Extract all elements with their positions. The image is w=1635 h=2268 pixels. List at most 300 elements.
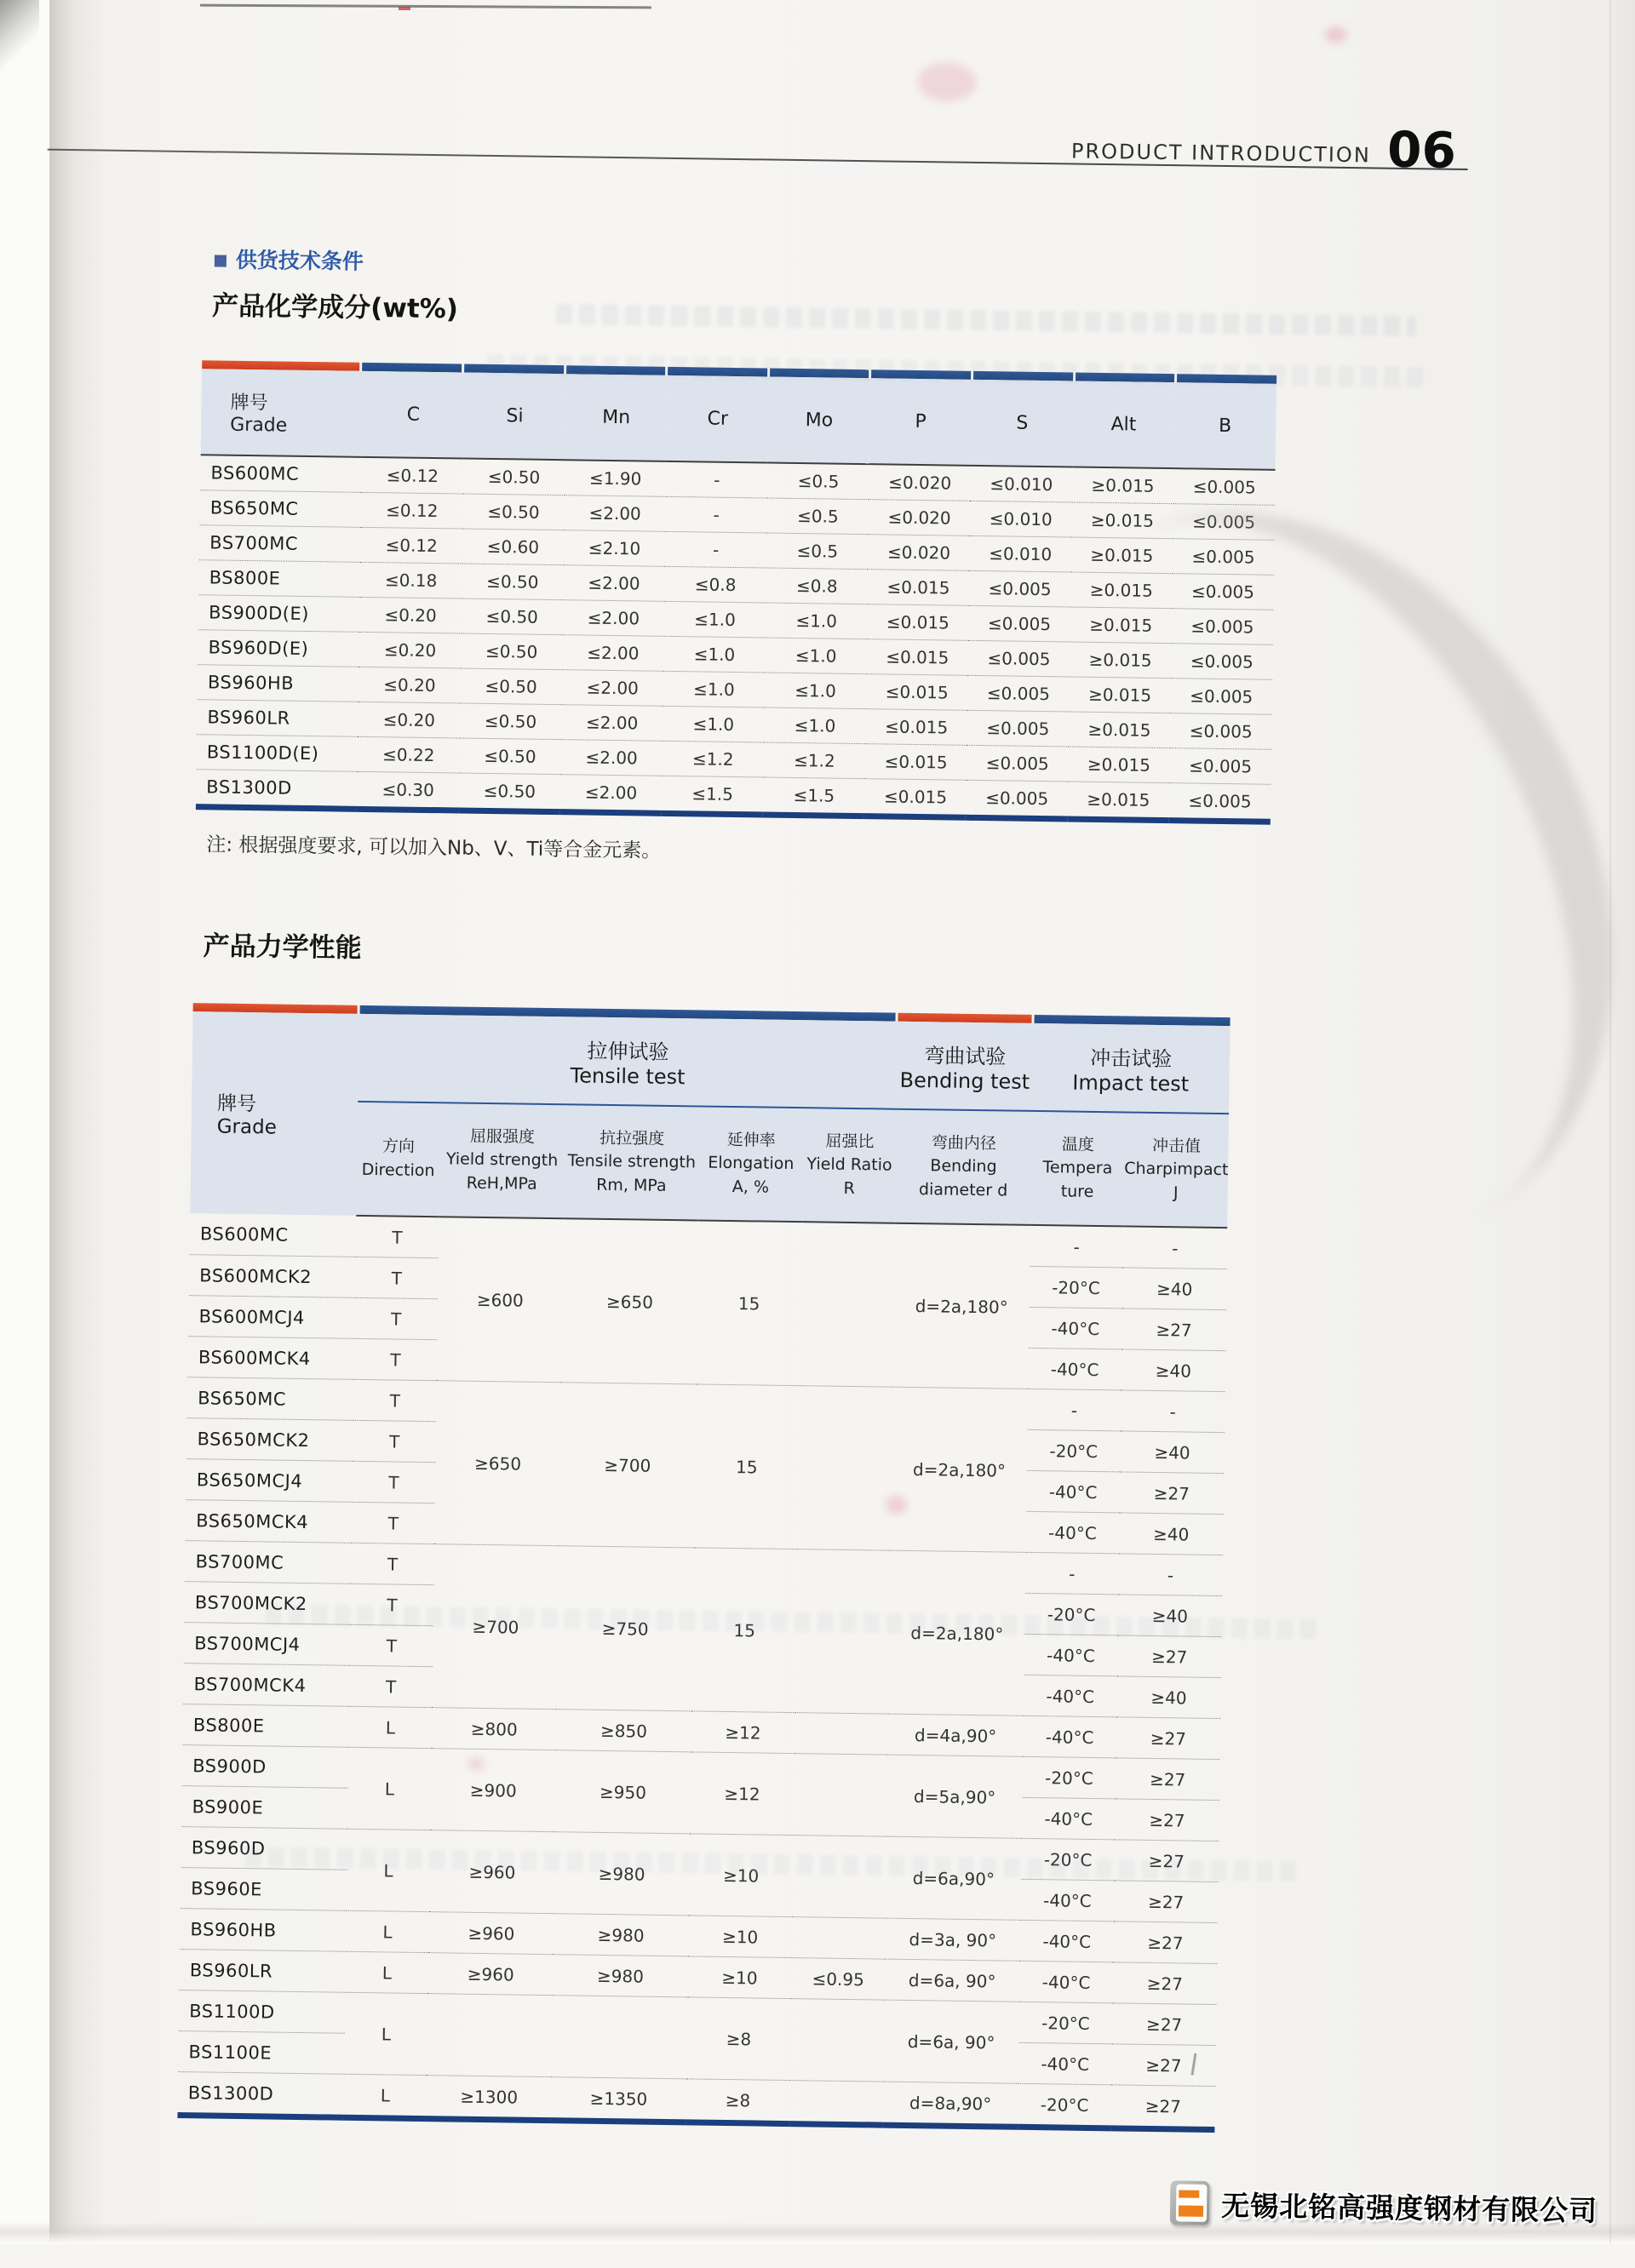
- direction-cell: L: [343, 2074, 427, 2118]
- value-cell: ≤0.22: [358, 736, 460, 773]
- grade-cell: BS700MC: [199, 525, 361, 563]
- value-cell: ≥0.015: [1068, 747, 1170, 783]
- direction-cell: T: [354, 1297, 438, 1339]
- subheader-line: Rm, MPa: [564, 1173, 699, 1199]
- yield-strength-cell: ≥900: [430, 1749, 555, 1832]
- yield-strength-cell: ≥1300: [427, 2076, 552, 2121]
- value-cell: ≤0.005: [1169, 783, 1271, 822]
- tensile-strength-cell: ≥850: [556, 1710, 691, 1752]
- grade-cell: BS960LR: [197, 700, 359, 737]
- bending-diameter-cell: d=6a, 90°: [883, 2000, 1019, 2083]
- yield-strength-cell: ≥960: [429, 1830, 554, 1914]
- tensile-strength-cell: ≥980: [554, 1914, 689, 1956]
- value-cell: ≥0.015: [1070, 572, 1173, 609]
- value-cell: ≤0.005: [1172, 574, 1274, 610]
- direction-cell: T: [353, 1338, 437, 1380]
- grade-cell: BS800E: [183, 1704, 350, 1748]
- value-cell: ≥0.015: [1072, 467, 1174, 504]
- value-cell: ≥0.015: [1070, 642, 1172, 679]
- value-cell: ≤0.020: [868, 535, 970, 571]
- value-cell: ≤1.0: [664, 601, 766, 638]
- subheader-line: J: [1124, 1181, 1228, 1206]
- value-cell: ≤0.015: [864, 779, 967, 818]
- grade-cell: BS700MCK2: [185, 1582, 352, 1625]
- bending-diameter-cell: d=8a,90°: [883, 2082, 1018, 2127]
- grade-cell: BS900D(E): [198, 595, 360, 633]
- subheader-line: 方向: [357, 1135, 440, 1160]
- chem-element-header: S: [971, 380, 1074, 467]
- direction-cell: L: [347, 1829, 431, 1911]
- section-heading-label: 供货技术条件: [236, 248, 364, 274]
- bending-diameter-cell: d=2a,180°: [891, 1387, 1028, 1552]
- value-cell: ≤2.00: [564, 495, 666, 532]
- direction-cell: T: [350, 1624, 433, 1666]
- impact-value-cell: ≥27: [1115, 1840, 1219, 1882]
- value-cell: ≤0.020: [869, 500, 971, 536]
- elongation-cell: 15: [696, 1220, 801, 1385]
- subheader-line: ReH,MPa: [439, 1171, 565, 1197]
- grade-cell: BS600MC: [200, 455, 362, 492]
- tensile-strength-cell: ≥750: [557, 1546, 694, 1711]
- value-cell: ≤0.30: [357, 771, 459, 810]
- value-cell: ≤0.005: [968, 605, 1070, 642]
- chem-element-header: P: [869, 378, 972, 466]
- subheader-line: Charpimpact: [1124, 1158, 1228, 1183]
- logo-orange-bar: [1179, 2190, 1199, 2197]
- temperature-cell: -: [1025, 1552, 1119, 1595]
- mech-table-wrap: [177, 1011, 1230, 2133]
- value-cell: ≤0.50: [462, 564, 564, 600]
- value-cell: ≤0.005: [967, 745, 1069, 782]
- subheader-line: 抗拉强度: [565, 1126, 700, 1152]
- impact-value-cell: ≥40: [1120, 1431, 1225, 1474]
- direction-cell: T: [352, 1461, 435, 1503]
- elongation-cell: ≥8: [686, 2079, 789, 2124]
- elongation-cell: ≥10: [689, 1834, 794, 1917]
- pink-smudge: [885, 1496, 907, 1515]
- bending-diameter-cell: d=6a, 90°: [885, 1959, 1020, 2002]
- grade-cell: BS1300D: [177, 2072, 344, 2118]
- subheader-line: diameter d: [896, 1177, 1031, 1203]
- subheader-line: 屈服强度: [440, 1125, 565, 1150]
- section-cn: 冲击试验: [1032, 1040, 1230, 1072]
- tensile-strength-cell: ≥950: [555, 1750, 691, 1834]
- direction-cell: T: [355, 1216, 439, 1258]
- section-cn: 拉伸试验: [359, 1030, 898, 1068]
- impact-value-cell: ≥40: [1122, 1349, 1226, 1392]
- value-cell: ≤0.50: [460, 668, 562, 705]
- value-cell: ≤0.005: [1171, 609, 1273, 645]
- temperature-cell: -40°C: [1022, 1797, 1116, 1840]
- yield-ratio-cell: [797, 1386, 892, 1551]
- direction-cell: L: [346, 1910, 429, 1952]
- value-cell: ≤2.00: [561, 670, 663, 707]
- subheader-line: Tempera: [1030, 1156, 1124, 1181]
- bending-diameter-cell: d=2a,180°: [888, 1550, 1025, 1715]
- subheader-line: 延伸率: [699, 1128, 803, 1153]
- temperature-cell: -40°C: [1029, 1307, 1122, 1349]
- direction-cell: T: [353, 1379, 437, 1421]
- chem-header-row: [201, 369, 1276, 470]
- impact-value-cell: ≥27: [1114, 1881, 1219, 1923]
- elongation-cell: ≥10: [687, 1956, 791, 1999]
- mech-subheader-cell: [564, 1104, 700, 1220]
- value-cell: ≤2.00: [563, 600, 665, 637]
- value-cell: ≤0.005: [1170, 713, 1272, 750]
- value-cell: ≤0.015: [866, 639, 968, 676]
- temperature-cell: -20°C: [1018, 2083, 1111, 2128]
- yield-ratio-cell: [792, 1836, 886, 1919]
- value-cell: ≤0.010: [970, 501, 1072, 537]
- value-cell: ≤0.12: [361, 457, 463, 494]
- chem-grade-header: [201, 369, 364, 457]
- value-cell: ≤1.90: [565, 460, 667, 496]
- grade-cell: BS960D(E): [198, 630, 359, 667]
- grade-cell: BS700MCK4: [183, 1664, 350, 1707]
- value-cell: ≤0.60: [462, 529, 565, 565]
- impact-value-cell: ≥27: [1113, 1962, 1218, 2005]
- company-name: 无锡北铭高强度钢材有限公司: [1221, 2184, 1598, 2229]
- mech-subheader-cell: [1030, 1111, 1125, 1227]
- mech-grade-header: [190, 1011, 359, 1216]
- tensile-test-section-header: [358, 1014, 898, 1109]
- yield-strength-cell: ≥960: [428, 1953, 554, 1996]
- logo-orange-bar: [1179, 2205, 1203, 2216]
- temperature-cell: -40°C: [1019, 1961, 1113, 2003]
- grade-header-en: Grade: [230, 415, 363, 438]
- yield-ratio-cell: [800, 1222, 895, 1387]
- grade-cell: BS700MCJ4: [184, 1623, 351, 1666]
- tensile-strength-cell: ≥700: [559, 1383, 696, 1548]
- subheader-line: A, %: [698, 1175, 802, 1200]
- temperature-cell: -: [1027, 1389, 1121, 1431]
- grade-cell: BS900E: [181, 1786, 348, 1830]
- value-cell: ≤0.015: [865, 744, 967, 781]
- chem-element-header: Si: [463, 373, 566, 461]
- subheader-line: Yield Ratio: [803, 1153, 897, 1177]
- grade-cell: BS900D: [182, 1745, 349, 1789]
- value-cell: ≤0.005: [969, 570, 1071, 607]
- value-cell: ≤0.50: [463, 459, 565, 495]
- value-cell: ≤0.005: [967, 710, 1069, 747]
- tensile-strength-cell: ≥980: [554, 1832, 690, 1916]
- direction-cell: T: [353, 1420, 436, 1462]
- value-cell: ≤0.005: [968, 640, 1070, 677]
- direction-cell: T: [350, 1584, 433, 1625]
- impact-value-cell: -: [1123, 1226, 1228, 1269]
- chem-element-header: Mn: [565, 374, 668, 461]
- value-cell: ≤2.00: [561, 705, 663, 742]
- subheader-line: Bending: [896, 1154, 1031, 1180]
- value-cell: ≤0.50: [458, 773, 560, 812]
- value-cell: -: [665, 531, 767, 568]
- section-en: Bending test: [898, 1068, 1033, 1093]
- value-cell: ≤0.20: [359, 667, 461, 703]
- value-cell: ≤2.00: [560, 740, 663, 776]
- impact-value-cell: ≥27: [1122, 1309, 1226, 1351]
- value-cell: ≤0.005: [1173, 504, 1275, 541]
- value-cell: ≤0.010: [970, 466, 1072, 502]
- page-bottom-shadow: [0, 2222, 1635, 2244]
- impact-value-cell: ≥40: [1122, 1268, 1227, 1310]
- tensile-strength-cell: ≥980: [553, 1955, 688, 1997]
- section-cn: 弯曲试验: [898, 1038, 1033, 1069]
- value-cell: ≤0.8: [664, 566, 766, 603]
- direction-cell: T: [355, 1257, 439, 1298]
- yield-strength-cell: ≥700: [433, 1544, 559, 1710]
- section-en: Impact test: [1032, 1069, 1230, 1096]
- value-cell: ≤1.0: [765, 638, 867, 674]
- tensile-strength-cell: [552, 1996, 688, 2079]
- value-cell: ≤1.5: [662, 776, 764, 815]
- pink-smudge: [917, 62, 978, 102]
- grade-cell: BS1300D: [196, 770, 358, 810]
- subheader-line: Tensile strength: [564, 1149, 699, 1175]
- chem-element-header: Alt: [1072, 381, 1175, 469]
- value-cell: ≥0.015: [1067, 782, 1169, 821]
- grade-cell: BS650MCK4: [186, 1500, 353, 1544]
- temperature-cell: -20°C: [1021, 1838, 1115, 1881]
- value-cell: ≤1.0: [663, 671, 766, 707]
- chem-element-header: C: [362, 371, 465, 459]
- direction-cell: T: [352, 1502, 435, 1544]
- value-cell: ≤1.2: [662, 741, 764, 777]
- value-cell: ≤0.020: [869, 464, 971, 501]
- elongation-cell: ≥10: [688, 1916, 792, 1958]
- value-cell: ≤0.20: [359, 597, 462, 633]
- direction-cell: T: [351, 1543, 434, 1584]
- elongation-cell: 15: [691, 1548, 797, 1713]
- grade-cell: BS600MCJ4: [188, 1296, 355, 1339]
- section-heading: [215, 243, 364, 275]
- impact-value-cell: ≥27: [1111, 2044, 1216, 2087]
- pink-smudge: [1325, 27, 1347, 43]
- subheader-line: Direction: [357, 1159, 440, 1183]
- value-cell: ≥0.015: [1070, 607, 1172, 644]
- value-cell: ≤0.005: [1173, 468, 1276, 505]
- grade-cell: BS960HB: [198, 665, 359, 702]
- scan-artifact: [1609, 0, 1611, 2244]
- value-cell: ≤0.015: [868, 570, 970, 606]
- value-cell: ≤0.015: [866, 674, 968, 711]
- elongation-cell: ≥8: [686, 1997, 791, 2081]
- temperature-cell: -40°C: [1020, 1879, 1114, 1922]
- grade-cell: BS800E: [198, 560, 360, 598]
- grade-cell: BS1100E: [178, 2031, 345, 2075]
- chem-note: 注: 根据强度要求, 可以加入Nb、V、Ti等合金元素。: [206, 828, 661, 862]
- section-en: Tensile test: [358, 1060, 898, 1091]
- grade-cell: BS1100D: [179, 1990, 346, 2034]
- value-cell: ≤0.015: [865, 709, 967, 746]
- value-cell: ≥0.015: [1069, 712, 1171, 748]
- impact-value-cell: ≥40: [1119, 1513, 1224, 1555]
- subheader-line: 温度: [1031, 1133, 1125, 1158]
- impact-value-cell: ≥27: [1120, 1472, 1225, 1515]
- yield-ratio-cell: [794, 1754, 888, 1837]
- elongation-cell: 15: [694, 1384, 800, 1549]
- value-cell: ≤1.0: [663, 706, 765, 742]
- temperature-cell: -40°C: [1018, 2042, 1112, 2085]
- value-cell: ≤0.005: [1173, 539, 1275, 576]
- grade-cell: BS960E: [181, 1868, 347, 1911]
- temperature-cell: -20°C: [1024, 1593, 1118, 1635]
- yield-ratio-cell: ≤0.95: [791, 1958, 885, 2001]
- yield-ratio-cell: [790, 1999, 885, 2082]
- yield-ratio-cell: [789, 2081, 883, 2126]
- impact-value-cell: ≥27: [1113, 1922, 1218, 1964]
- subheader-line: Elongation: [699, 1152, 803, 1177]
- subheader-line: ture: [1030, 1180, 1124, 1205]
- bending-test-section-header: [897, 1022, 1033, 1111]
- value-cell: ≤1.2: [764, 742, 866, 779]
- grade-cell: BS960D: [181, 1827, 348, 1870]
- mech-subheader-cell: [895, 1109, 1031, 1225]
- bending-diameter-cell: d=4a,90°: [888, 1714, 1024, 1756]
- value-cell: ≤1.0: [766, 603, 868, 639]
- subheader-line: 冲击值: [1124, 1134, 1228, 1159]
- mech-subheader-cell: [356, 1102, 440, 1217]
- value-cell: ≤1.0: [663, 636, 766, 673]
- value-cell: ≤0.50: [460, 703, 562, 740]
- grade-cell: BS650MC: [200, 490, 362, 528]
- value-cell: ≤0.18: [360, 562, 462, 598]
- grade-cell: BS600MC: [190, 1213, 357, 1257]
- temperature-cell: -20°C: [1027, 1429, 1121, 1472]
- value-cell: ≤0.20: [359, 632, 462, 668]
- impact-value-cell: ≥27: [1117, 1635, 1222, 1678]
- subheader-line: 屈强比: [803, 1130, 897, 1154]
- bleedthrough-ghost: [556, 304, 1416, 336]
- chem-element-header: Mo: [768, 377, 871, 465]
- yield-ratio-cell: [792, 1917, 886, 1960]
- elongation-cell: ≥12: [690, 1752, 795, 1836]
- mech-subheader-cell: [802, 1108, 897, 1223]
- value-cell: ≥0.015: [1071, 502, 1173, 539]
- value-cell: ≤0.005: [967, 675, 1070, 712]
- impact-value-cell: -: [1118, 1554, 1223, 1596]
- value-cell: ≤0.5: [766, 533, 869, 570]
- tensile-strength-cell: ≥1350: [551, 2077, 686, 2122]
- grade-cell: BS960LR: [180, 1950, 347, 1993]
- value-cell: ≥0.015: [1069, 677, 1171, 713]
- grade-header-en: Grade: [217, 1116, 358, 1140]
- direction-cell: L: [347, 1747, 432, 1830]
- impact-value-cell: -: [1121, 1390, 1225, 1433]
- value-cell: ≤0.015: [867, 604, 969, 641]
- value-cell: ≤0.50: [461, 633, 563, 670]
- value-cell: ≤0.010: [969, 536, 1071, 572]
- mech-subheader-cell: [439, 1102, 565, 1218]
- grade-cell: BS650MCK2: [186, 1418, 353, 1462]
- chem-element-header: B: [1173, 382, 1276, 470]
- temperature-cell: -40°C: [1023, 1715, 1116, 1758]
- temperature-cell: -40°C: [1024, 1634, 1117, 1676]
- direction-cell: L: [345, 1951, 428, 1993]
- value-cell: ≤0.005: [1170, 679, 1272, 715]
- grade-header-cn: 牌号: [230, 388, 363, 416]
- yield-strength-cell: ≥650: [434, 1381, 561, 1546]
- value-cell: ≤0.12: [360, 527, 462, 564]
- value-cell: ≤1.0: [765, 673, 867, 709]
- value-cell: ≤0.50: [461, 598, 563, 635]
- chem-table-title: 产品化学成分(wt%): [212, 284, 458, 325]
- temperature-cell: -40°C: [1028, 1348, 1122, 1390]
- page-header: [47, 110, 1599, 199]
- value-cell: ≤2.00: [562, 635, 664, 672]
- value-cell: ≤0.20: [358, 702, 460, 738]
- impact-value-cell: ≥27: [1111, 2085, 1216, 2130]
- grade-cell: BS960HB: [180, 1909, 347, 1952]
- bending-diameter-cell: d=5a,90°: [886, 1755, 1023, 1838]
- value-cell: ≤2.10: [564, 530, 666, 567]
- temperature-cell: -40°C: [1026, 1470, 1120, 1513]
- pink-smudge: [468, 1757, 485, 1771]
- yield-strength-cell: ≥600: [437, 1217, 564, 1383]
- page-number: 06: [1387, 125, 1457, 175]
- temperature-cell: -20°C: [1022, 1756, 1116, 1799]
- grade-cell: BS700MC: [185, 1541, 352, 1584]
- grade-cell: BS650MC: [187, 1377, 354, 1421]
- impact-value-cell: ≥27: [1115, 1799, 1219, 1841]
- value-cell: ≤0.005: [966, 780, 1068, 819]
- value-cell: ≤0.12: [361, 492, 463, 529]
- value-cell: ≤0.50: [462, 494, 565, 530]
- bending-diameter-cell: d=6a,90°: [886, 1836, 1022, 1920]
- grade-cell: BS650MCJ4: [186, 1459, 353, 1503]
- value-cell: ≤2.00: [563, 565, 665, 602]
- company-logo-icon: [1170, 2180, 1210, 2225]
- value-cell: ≤0.005: [1171, 644, 1273, 680]
- temperature-cell: -40°C: [1020, 1920, 1114, 1962]
- grade-cell: BS1100D(E): [197, 735, 359, 772]
- yield-strength-cell: ≥800: [432, 1708, 557, 1750]
- grade-header-cn: 牌号: [217, 1088, 358, 1118]
- direction-cell: L: [348, 1706, 432, 1748]
- chem-element-header: Cr: [667, 375, 770, 463]
- temperature-cell: -20°C: [1029, 1266, 1122, 1309]
- direction-cell: L: [344, 1992, 428, 2075]
- temperature-cell: -40°C: [1025, 1511, 1119, 1554]
- value-cell: ≤1.0: [764, 707, 866, 744]
- value-cell: ≤0.50: [459, 738, 561, 775]
- subheader-line: R: [802, 1177, 896, 1201]
- subheader-line: 弯曲内径: [897, 1131, 1032, 1156]
- impact-value-cell: ≥27: [1112, 2003, 1217, 2046]
- value-cell: ≥0.015: [1070, 537, 1173, 574]
- subheader-line: Yield strength: [439, 1148, 565, 1173]
- value-cell: ≤1.5: [763, 777, 865, 816]
- yield-strength-cell: ≥960: [428, 1912, 554, 1955]
- direction-cell: T: [349, 1665, 433, 1707]
- grade-cell: BS600MCK2: [189, 1255, 356, 1298]
- page-header-title: PRODUCT INTRODUCTION: [1071, 139, 1371, 167]
- impact-value-cell: ≥40: [1116, 1676, 1221, 1719]
- impact-value-cell: ≥27: [1116, 1717, 1221, 1760]
- value-cell: -: [665, 496, 767, 533]
- temperature-cell: -40°C: [1024, 1675, 1117, 1717]
- value-cell: ≤0.5: [767, 463, 869, 500]
- value-cell: -: [666, 461, 768, 498]
- value-cell: ≤0.5: [767, 498, 869, 535]
- tensile-strength-cell: ≥650: [561, 1218, 698, 1384]
- grade-cell: BS600MCK4: [188, 1337, 355, 1380]
- bending-diameter-cell: d=3a, 90°: [885, 1918, 1020, 1961]
- bending-diameter-cell: d=2a,180°: [893, 1223, 1030, 1389]
- value-cell: ≤0.005: [1169, 748, 1271, 785]
- mech-table: [177, 1011, 1230, 2133]
- impact-value-cell: ≥27: [1116, 1758, 1220, 1801]
- mech-table-title: 产品力学性能: [203, 924, 362, 965]
